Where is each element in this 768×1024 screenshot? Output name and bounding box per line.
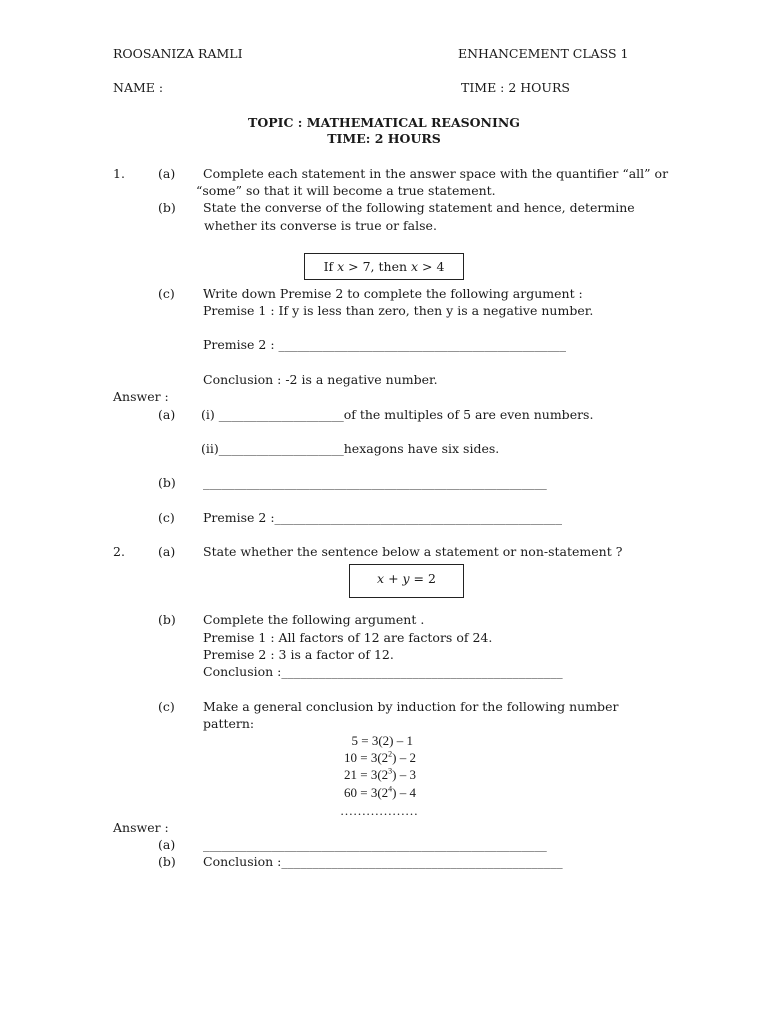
q1-number: 1. (113, 166, 125, 181)
q2a-label: (a) (158, 544, 176, 559)
pattern-row-3-left: 21 = 3(2 (343, 767, 389, 782)
pattern-row-4-left: 60 = 3(2 (343, 785, 389, 800)
sentence-box (349, 564, 464, 598)
q1c-conclusion: Conclusion : -2 is a negative number. (203, 372, 438, 387)
ans2b-blank[interactable]: Conclusion :_____________________________________________ (203, 854, 563, 869)
box-text-mid: > 7, then (344, 259, 411, 274)
q1a-label: (a) (158, 166, 176, 181)
ans2a-blank[interactable]: _______________________________________________________ (203, 837, 547, 852)
q1b-line2: whether its converse is true or false. (204, 218, 437, 233)
q1c-line1: Write down Premise 2 to complete the following argument : (203, 286, 583, 301)
ans2a-label: (a) (158, 837, 176, 852)
class-name: ENHANCEMENT CLASS 1 (458, 46, 629, 61)
ans1a-ii-blank[interactable]: (ii)____________________hexagons have six sides. (201, 441, 500, 456)
pattern-row-2-exp: 2 (388, 749, 393, 759)
q1b-label: (b) (158, 200, 176, 215)
q2b-line4[interactable]: Conclusion :_____________________________________________ (203, 664, 563, 679)
q2a-line: State whether the sentence below a statement or non-statement ? (203, 544, 623, 559)
q2b-line3: Premise 2 : 3 is a factor of 12. (203, 647, 394, 662)
q1c-premise2: Premise 2 : ______________________________________________ (203, 337, 567, 352)
pattern-row-3-exp: 3 (388, 766, 393, 776)
box-plus: + (384, 571, 403, 586)
name-label: NAME : (113, 80, 164, 95)
pattern-row-4-exp: 4 (388, 784, 393, 794)
pattern-row-2-left: 10 = 3(2 (343, 750, 389, 765)
box-var-y: y (402, 571, 410, 586)
q2b-line1: Complete the following argument . (203, 612, 425, 627)
box-text-post: > 4 (418, 259, 445, 274)
time-title: TIME: 2 HOURS (327, 131, 441, 146)
pattern-row-2 (344, 750, 416, 766)
box-var-x: x (377, 571, 385, 586)
q1a-line1: Complete each statement in the answer space with the quantifier “all” or (203, 166, 669, 181)
pattern-row-1 (352, 733, 414, 749)
q2c-label: (c) (158, 699, 175, 714)
ans1b-label: (b) (158, 475, 176, 490)
box-var-x2: x (411, 259, 419, 274)
ans1c-blank[interactable]: Premise 2 :______________________________________________ (203, 510, 563, 525)
q2b-label: (b) (158, 612, 176, 627)
answer2-label: Answer : (113, 820, 169, 835)
converse-statement-box (304, 253, 464, 280)
ans1c-label: (c) (158, 510, 175, 525)
box-equals: = 2 (409, 571, 436, 586)
q1c-line2: Premise 1 : If y is less than zero, then y is a negative number. (203, 303, 594, 318)
time-label: TIME : 2 HOURS (461, 80, 570, 95)
ans1a-i-blank[interactable]: (i) ____________________of the multiples of 5 are even numbers. (201, 407, 594, 422)
topic-title: TOPIC : MATHEMATICAL REASONING (248, 115, 520, 130)
pattern-row-4 (344, 785, 416, 801)
q1c-label: (c) (158, 286, 175, 301)
ans1b-blank[interactable]: _______________________________________________________ (203, 475, 547, 490)
q2c-line1: Make a general conclusion by induction for the following number (203, 699, 619, 714)
q2c-line2: pattern: (203, 716, 255, 731)
pattern-row-3-tail: ) – 3 (392, 767, 416, 782)
q2-number: 2. (113, 544, 125, 559)
answer1-label: Answer : (113, 389, 169, 404)
q1b-line1: State the converse of the following statement and hence, determine (203, 200, 635, 215)
author-name: ROOSANIZA RAMLI (113, 46, 243, 61)
pattern-dots: ……………… (340, 803, 418, 818)
pattern-row-2-tail: ) – 2 (392, 750, 416, 765)
box-text-pre: If (323, 259, 338, 274)
ans1a-label: (a) (158, 407, 176, 422)
q1a-line2: “some” so that it will become a true statement. (196, 183, 496, 198)
pattern-row-3 (344, 767, 416, 783)
q2b-line2: Premise 1 : All factors of 12 are factors of 24. (203, 630, 493, 645)
ans2b-label: (b) (158, 854, 176, 869)
pattern-row-4-tail: ) – 4 (392, 785, 416, 800)
box-var-x1: x (337, 259, 345, 274)
pattern-row-1-text: 5 = 3(2) – 1 (351, 733, 413, 748)
